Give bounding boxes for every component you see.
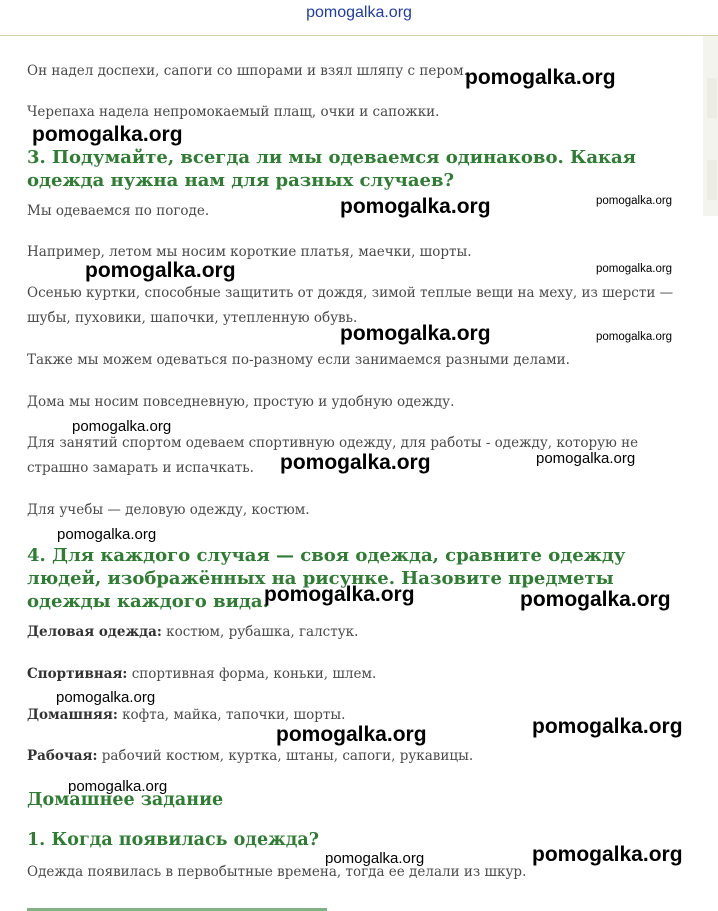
item-value: спортивная форма, коньки, шлем. [127,666,377,682]
watermark: pomogalka.org [325,850,425,867]
item-value: кофта, майка, тапочки, шорты. [117,707,346,723]
watermark: pomogalka.org [57,526,157,543]
item-value: рабочий костюм, куртка, штаны, сапоги, рукавицы. [97,748,474,764]
watermark: pomogalka.org [280,451,431,474]
watermark: pomogalka.org [72,418,172,435]
watermark: pomogalka.org [536,450,636,467]
answer-paragraph: Для занятий спортом одеваем спортивную одежду, для работы - одежду, которую не страшно замарать и испачкать. [27,435,639,476]
question-4-heading: 4. Для каждого случая — своя одежда, сравните одежду людей, изображённых на рисунке. Назовите предметы одежды каждого вида. [27,545,626,612]
watermark: pomogalka.org [532,843,683,866]
answer-paragraph: Дома мы носим повседневную, простую и удобную одежду. [27,394,455,410]
answer-paragraph: Осенью куртки, способные защитить от дождя, зимой теплые вещи на меху, из шерсти — шубы, пуховики, шапочки, утепленную обувь. [27,285,674,326]
answer-paragraph: Черепаха надела непромокаемый плащ, очки и сапожки. [27,104,440,120]
watermark: pomogalka.org [32,123,183,146]
answer-paragraph: Мы одеваемся по погоде. [27,203,210,219]
item-label: Рабочая: [27,748,98,764]
clothing-item-work [27,744,473,769]
watermark: pomogalka.org [264,583,415,606]
watermark: pomogalka.org [340,195,491,218]
item-label: Домашняя: [27,707,118,723]
answer-paragraph: Например, летом мы носим короткие платья, маечки, шорты. [27,244,472,260]
header-divider [0,35,718,36]
answer-paragraph: Он надел доспехи, сапоги со шпорами и взял шляпу с пером. [27,63,468,79]
answer-paragraph: Для учебы — деловую одежду, костюм. [27,502,310,518]
clothing-item-sport [27,662,376,687]
watermark: pomogalka.org [520,588,671,611]
cut-off-text-line [38,28,478,35]
watermark: pomogalka.org [596,263,673,275]
item-label: Деловая одежда: [27,624,162,640]
homework-question-1: 1. Когда появилась одежда? [27,830,320,850]
question-3-heading: 3. Подумайте, всегда ли мы одеваемся одинаково. Какая одежда нужна нам для разных случаев? [27,147,636,191]
watermark: pomogalka.org [340,322,491,345]
site-watermark: pomogalka.org [306,4,412,21]
watermark: pomogalka.org [532,715,683,738]
watermark: pomogalka.org [596,331,673,343]
watermark: pomogalka.org [596,195,673,207]
watermark: pomogalka.org [56,689,156,706]
watermark: pomogalka.org [68,778,168,795]
homework-heading: Домашнее задание [27,790,224,810]
sidebar-mark [707,78,717,118]
sidebar-mark [707,160,717,200]
watermark: pomogalka.org [276,723,427,746]
item-value: костюм, рубашка, галстук. [161,624,359,640]
answer-paragraph: Также мы можем одеваться по-разному если занимаемся разными делами. [27,352,570,368]
clothing-item-business [27,620,358,645]
item-label: Спортивная: [27,666,128,682]
watermark: pomogalka.org [85,259,236,282]
answer-paragraph: Одежда появилась в первобытные времена, тогда ее делали из шкур. [27,864,527,880]
watermark: pomogalka.org [465,66,616,89]
cut-off-heading [27,903,367,911]
